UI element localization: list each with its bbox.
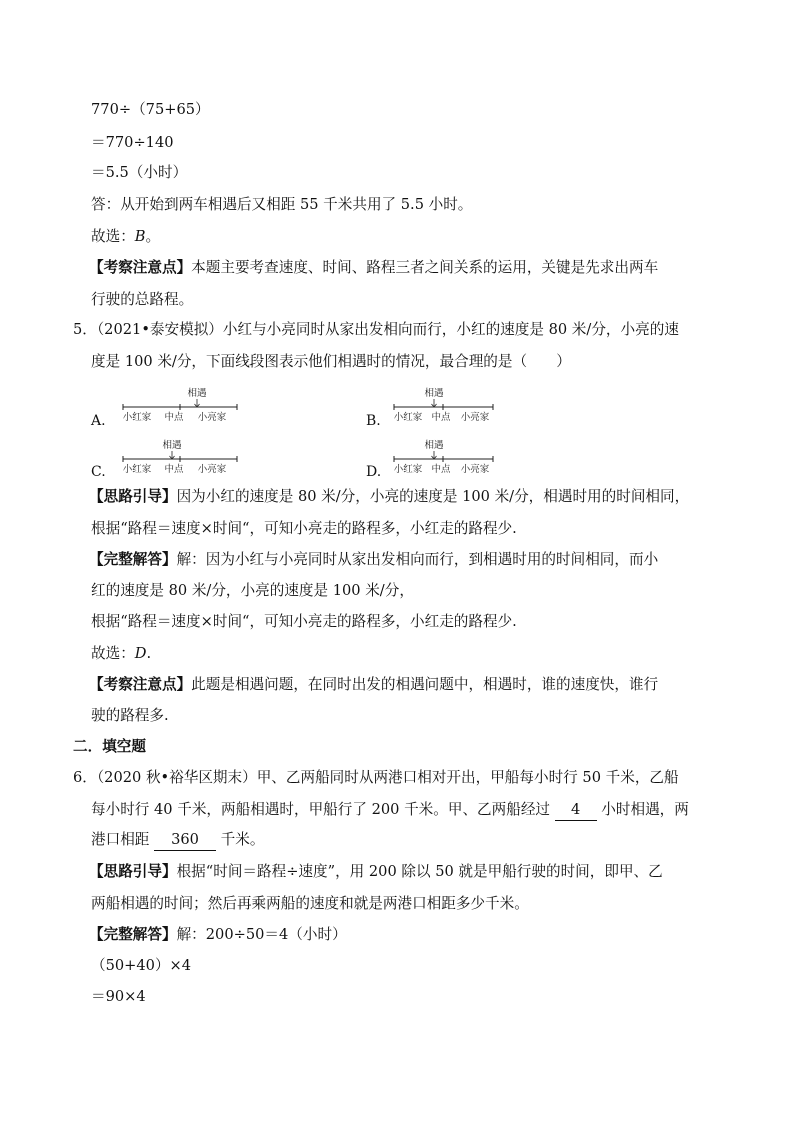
- hint-text: 因为小红的速度是 80 米/分，小亮的速度是 100 米/分，相遇时用的时间相同，: [176, 488, 690, 505]
- option-a-diagram: [120, 386, 240, 426]
- left-home-label: 小红家: [393, 464, 423, 475]
- meet-label: 相遇: [162, 440, 182, 451]
- solution-line: （50+40）×4: [91, 957, 192, 974]
- question-stem: 6．（2020 秋•裕华区期末）甲、乙两船同时从两港口相对开出，甲船每小时行 50 千米，乙船: [73, 769, 679, 786]
- calc-line: ＝5.5（小时）: [91, 164, 188, 181]
- option-c-diagram: [120, 438, 240, 478]
- stem-text: 港口相距: [91, 831, 155, 848]
- hint-line: [89, 487, 689, 507]
- choose-suffix: 。: [145, 228, 161, 245]
- choose-suffix: .: [146, 645, 152, 662]
- meet-label: 相遇: [187, 388, 207, 399]
- option-b-label: B.: [366, 413, 381, 429]
- stem-text: 千米。: [216, 831, 265, 848]
- choose-prefix: 故选：: [91, 645, 135, 662]
- note-text: 本题主要考查速度、时间、路程三者之间关系的运用，关键是先求出两车: [191, 259, 659, 276]
- note-line: 行驶的总路程。: [91, 291, 194, 308]
- hint-text: 根据“时间＝路程÷速度”，用 200 除以 50 就是甲船行驶的时间，即甲、乙: [176, 863, 663, 880]
- right-home-label: 小亮家: [460, 464, 490, 475]
- hint-line: 根据“路程＝速度×时间“，可知小亮走的路程多，小红走的路程少.: [91, 520, 517, 537]
- hint-line: [89, 862, 663, 882]
- solution-text: 解：因为小红与小亮同时从家出发相向而行，到相遇时用的时间相同，而小: [176, 551, 659, 568]
- solution-line: [89, 925, 347, 945]
- note-line: 驶的路程多.: [91, 707, 169, 724]
- section-title: 二．填空题: [73, 738, 146, 755]
- right-home-label: 小亮家: [197, 412, 227, 423]
- question-stem: 5．（2021•泰安模拟）小红与小亮同时从家出发相向而行，小红的速度是 80 米/分，小亮的速: [73, 321, 679, 338]
- choose-line: [91, 644, 151, 664]
- solution-tag: 【完整解答】: [89, 926, 177, 943]
- note-line: [89, 258, 658, 278]
- midpoint-label: 中点: [431, 412, 451, 423]
- choose-line: [91, 227, 160, 247]
- calc-line: ＝770÷140: [91, 134, 174, 151]
- option-d-diagram: [391, 438, 511, 478]
- left-home-label: 小红家: [393, 412, 423, 423]
- stem-text: 小时相遇，两: [596, 801, 689, 818]
- option-b-diagram: [391, 386, 511, 426]
- hint-tag: 【思路引导】: [89, 863, 177, 880]
- solution-tag: 【完整解答】: [89, 551, 177, 568]
- question-stem: 度是 100 米/分，下面线段图表示他们相遇时的情况，最合理的是（ ）: [91, 353, 571, 370]
- midpoint-label: 中点: [164, 464, 184, 475]
- meet-label: 相遇: [424, 440, 444, 451]
- solution-line: [89, 550, 658, 570]
- answer-blank-hours: 4: [555, 800, 597, 821]
- option-d-label: D.: [366, 464, 382, 480]
- choose-value: D: [134, 645, 147, 662]
- right-home-label: 小亮家: [197, 464, 227, 475]
- left-home-label: 小红家: [122, 464, 152, 475]
- calc-line: 770÷（75+65）: [91, 101, 210, 118]
- solution-line: 根据“路程＝速度×时间“，可知小亮走的路程多，小红走的路程少.: [91, 613, 517, 630]
- stem-text: 每小时行 40 千米，两船相遇时，甲船行了 200 千米。甲、乙两船经过: [91, 801, 555, 818]
- right-home-label: 小亮家: [460, 412, 490, 423]
- midpoint-label: 中点: [431, 464, 451, 475]
- choose-value: B: [134, 228, 146, 245]
- question-stem: [91, 830, 264, 851]
- solution-line: 红的速度是 80 米/分，小亮的速度是 100 米/分，: [91, 582, 414, 599]
- hint-line: 两船相遇的时间；然后再乘两船的速度和就是两港口相距多少千米。: [91, 895, 529, 912]
- choose-prefix: 故选：: [91, 228, 135, 245]
- option-a-label: A.: [91, 413, 106, 429]
- solution-line: ＝90×4: [91, 988, 146, 1005]
- note-tag: 【考察注意点】: [89, 259, 192, 276]
- midpoint-label: 中点: [164, 412, 184, 423]
- answer-blank-distance: 360: [154, 830, 216, 851]
- solution-text: 解：200÷50＝4（小时）: [176, 926, 347, 943]
- note-text: 此题是相遇问题，在同时出发的相遇问题中，相遇时，谁的速度快，谁行: [191, 676, 659, 693]
- note-tag: 【考察注意点】: [89, 676, 192, 693]
- answer-line: 答：从开始到两车相遇后又相距 55 千米共用了 5.5 小时。: [91, 196, 473, 213]
- hint-tag: 【思路引导】: [89, 488, 177, 505]
- meet-label: 相遇: [424, 388, 444, 399]
- option-c-label: C.: [91, 464, 106, 480]
- note-line: [89, 675, 658, 695]
- question-stem: [91, 800, 689, 821]
- left-home-label: 小红家: [122, 412, 152, 423]
